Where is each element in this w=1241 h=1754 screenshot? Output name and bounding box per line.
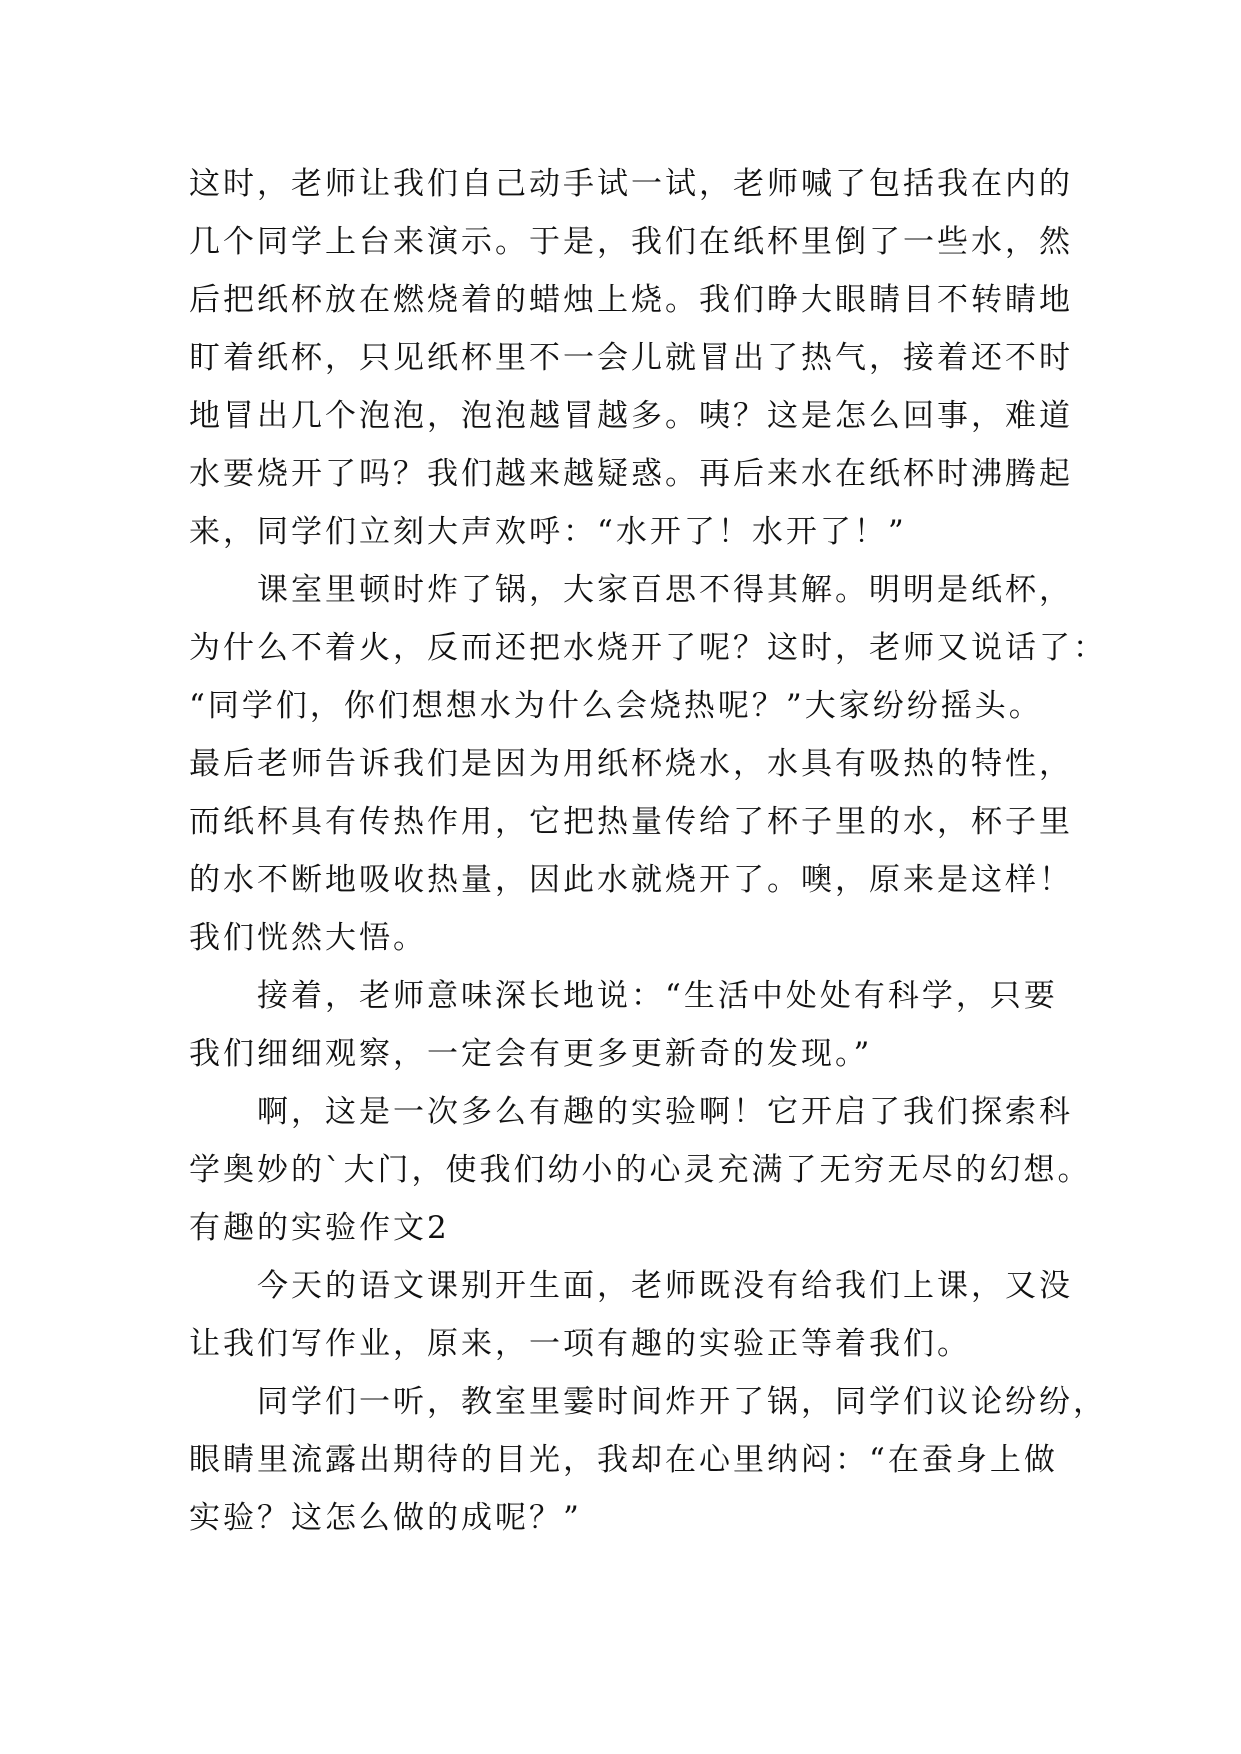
text-line: 为什么不着火，反而还把水烧开了呢？这时，老师又说话了： [189, 630, 1107, 666]
paragraph-first-line: 接着，老师意味深长地说：“生活中处处有科学，只要 [257, 978, 1058, 1014]
document-body [189, 155, 1107, 1547]
text-line: 盯着纸杯，只见纸杯里不一会儿就冒出了热气，接着还不时 [189, 340, 1073, 376]
paragraph-first-line: 同学们一听，教室里霎时间炸开了锅，同学们议论纷纷， [257, 1384, 1107, 1420]
text-line: 而纸杯具有传热作用，它把热量传给了杯子里的水，杯子里 [189, 804, 1073, 840]
text-line: 学奥妙的`大门，使我们幼小的心灵充满了无穷无尽的幻想。 [189, 1152, 1092, 1188]
text-line: 我们恍然大悟。 [189, 920, 427, 956]
paragraph-first-line: 今天的语文课别开生面，老师既没有给我们上课，又没 [257, 1268, 1073, 1304]
text-line: 的水不断地吸收热量，因此水就烧开了。噢，原来是这样！ [189, 862, 1073, 898]
text-line: “同学们，你们想想水为什么会烧热呢？”大家纷纷摇头。 [189, 688, 1043, 724]
text-line: 这时，老师让我们自己动手试一试，老师喊了包括我在内的 [189, 166, 1073, 202]
text-line: 水要烧开了吗？我们越来越疑惑。再后来水在纸杯时沸腾起 [189, 456, 1073, 492]
paragraph-first-line: 啊，这是一次多么有趣的实验啊！它开启了我们探索科 [257, 1094, 1073, 1130]
text-line: 有趣的实验作文2 [189, 1210, 450, 1246]
paragraph-first-line: 课室里顿时炸了锅，大家百思不得其解。明明是纸杯， [257, 572, 1073, 608]
text-line: 地冒出几个泡泡，泡泡越冒越多。咦？这是怎么回事，难道 [189, 398, 1073, 434]
text-line: 眼睛里流露出期待的目光，我却在心里纳闷：“在蚕身上做 [189, 1442, 1058, 1478]
text-line: 几个同学上台来演示。于是，我们在纸杯里倒了一些水，然 [189, 224, 1073, 260]
text-line: 后把纸杯放在燃烧着的蜡烛上烧。我们睁大眼睛目不转睛地 [189, 282, 1073, 318]
text-line: 让我们写作业，原来，一项有趣的实验正等着我们。 [189, 1326, 971, 1362]
text-line: 我们细细观察，一定会有更多更新奇的发现。” [189, 1036, 873, 1072]
text-line: 最后老师告诉我们是因为用纸杯烧水，水具有吸热的特性， [189, 746, 1073, 782]
text-line: 实验？这怎么做的成呢？” [189, 1500, 582, 1536]
text-line: 来，同学们立刻大声欢呼：“水开了！水开了！” [189, 514, 907, 550]
